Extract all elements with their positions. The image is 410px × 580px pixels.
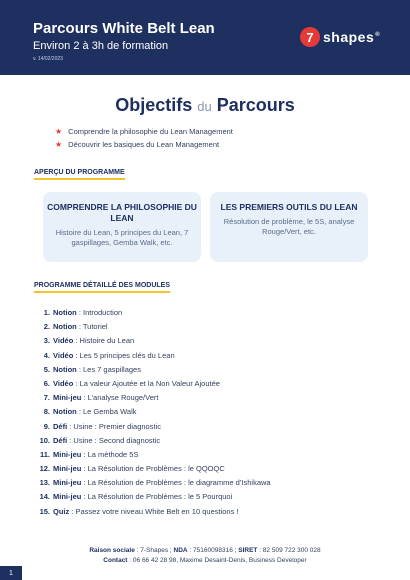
module-type: Vidéo: [53, 336, 74, 346]
module-type: Défi: [53, 421, 68, 431]
module-type: Mini-jeu: [53, 492, 82, 502]
module-text: : Le Gemba Walk: [76, 407, 137, 417]
card-description: Histoire du Lean, 5 principes du Lean, 7 gaspillages, Gemba Walk, etc.: [55, 228, 189, 247]
footer-nda-value: : 75160098316 ;: [187, 547, 239, 554]
footer-contact-line: [0, 556, 410, 566]
module-item: [36, 434, 271, 448]
objective-text: Comprendre la philosophie du Lean Management: [68, 127, 233, 136]
module-item: [36, 334, 271, 348]
page-number: 1: [0, 566, 22, 580]
module-item: [36, 505, 271, 519]
module-number: 4.: [43, 350, 50, 360]
footer-raison-value: : 7-Shapes ;: [134, 547, 174, 554]
document-title: Parcours White Belt Lean: [33, 20, 215, 37]
module-item: [36, 349, 271, 363]
module-number: 2.: [43, 322, 50, 332]
module-item: [36, 476, 271, 490]
module-item: [36, 490, 271, 504]
logo-badge: 7: [300, 27, 320, 47]
objective-item: [55, 138, 233, 151]
title-part-2: du: [197, 99, 212, 114]
objective-text: Découvrir les basiques du Lean Management: [68, 140, 220, 149]
module-number: 6.: [43, 378, 50, 388]
module-text: : La valeur Ajoutée et la Non Valeur Ajoutée: [73, 378, 220, 388]
module-number: 8.: [43, 407, 50, 417]
module-number: 11.: [39, 449, 50, 459]
footer-contact-label: Contact: [103, 557, 128, 564]
module-type: Notion: [53, 407, 77, 417]
module-text: : La Résolution de Problèmes : le diagramme d’Ishikawa: [81, 478, 271, 488]
objective-item: [55, 125, 233, 138]
module-type: Mini-jeu: [53, 393, 82, 403]
header-banner: [0, 0, 410, 75]
card-description: Résolution de problème, le 5S, analyse Rouge/Vert, etc.: [223, 217, 355, 236]
module-type: Mini-jeu: [53, 464, 82, 474]
module-number: 10.: [39, 435, 50, 445]
module-text: : La Résolution de Problèmes : le 5 Pourquoi: [81, 492, 233, 502]
module-number: 3.: [43, 336, 50, 346]
star-icon: ★: [55, 140, 63, 149]
document-subtitle: Environ 2 à 3h de formation: [33, 40, 169, 52]
footer-nda-label: NDA: [173, 547, 188, 554]
module-item: [36, 391, 271, 405]
module-number: 12.: [39, 464, 50, 474]
logo-wordmark: shapes: [323, 29, 375, 45]
module-text: : Histoire du Lean: [73, 336, 135, 346]
module-text: : La Résolution de Problèmes : le QQOQC: [81, 464, 225, 474]
module-type: Mini-jeu: [53, 449, 82, 459]
module-number: 5.: [43, 364, 50, 374]
footer-legal-line: [0, 546, 410, 556]
module-text: : Tutoriel: [76, 322, 108, 332]
modules-list: [36, 306, 271, 519]
version-label: v. 14/02/2023: [33, 56, 63, 62]
module-item: [36, 320, 271, 334]
module-text: : Passez votre niveau White Belt en 10 questions !: [69, 506, 239, 516]
card-title: LES PREMIERS OUTILS DU LEAN: [220, 202, 358, 212]
title-part-1: Objectifs: [115, 95, 193, 115]
module-type: Vidéo: [53, 350, 74, 360]
footer-siret-value: : 82 509 722 300 028: [257, 547, 321, 554]
module-item: [36, 377, 271, 391]
footer: [0, 546, 410, 566]
module-type: Notion: [53, 322, 77, 332]
page-title: [0, 95, 410, 116]
module-text: : Usine : Second diagnostic: [67, 435, 161, 445]
module-text: : L’analyse Rouge/Vert: [81, 393, 159, 403]
module-text: : Introduction: [76, 308, 123, 317]
module-item: [36, 462, 271, 476]
module-number: 1.: [43, 308, 50, 317]
module-number: 14.: [39, 492, 50, 502]
module-type: Notion: [53, 308, 77, 317]
company-logo: [300, 27, 380, 47]
module-text: : Usine : Premier diagnostic: [67, 421, 161, 431]
module-text: : Les 7 gaspillages: [76, 364, 141, 374]
overview-section-label: APERÇU DU PROGRAMME: [34, 169, 125, 180]
logo-text: [323, 29, 380, 45]
module-type: Notion: [53, 364, 77, 374]
star-icon: ★: [55, 127, 63, 136]
module-item: [36, 306, 271, 320]
module-item: [36, 420, 271, 434]
module-item: [36, 363, 271, 377]
footer-contact-value: : 06 66 42 28 98, Maxime Desaint-Denis, Business Developer: [127, 557, 307, 564]
module-type: Mini-jeu: [53, 478, 82, 488]
registered-mark: ®: [375, 32, 381, 39]
modules-section-label: PROGRAMME DÉTAILLÉ DES MODULES: [34, 282, 170, 293]
title-part-3: Parcours: [216, 95, 295, 115]
footer-siret-label: SIRET: [238, 547, 258, 554]
program-card-tools: [210, 192, 368, 262]
module-type: Défi: [53, 435, 68, 445]
module-number: 15.: [39, 506, 50, 516]
objectives-list: [55, 125, 233, 151]
module-text: : Les 5 principes clés du Lean: [73, 350, 175, 360]
module-number: 13.: [39, 478, 50, 488]
module-item: [36, 405, 271, 419]
module-item: [36, 448, 271, 462]
card-title: COMPRENDRE LA PHILOSOPHIE DU LEAN: [47, 202, 197, 223]
module-text: : La méthode 5S: [81, 449, 139, 459]
module-type: Quiz: [53, 506, 70, 516]
program-card-philosophy: [43, 192, 201, 262]
module-type: Vidéo: [53, 378, 74, 388]
module-number: 7.: [43, 393, 50, 403]
footer-raison-label: Raison sociale: [89, 547, 135, 554]
module-number: 9.: [43, 421, 50, 431]
